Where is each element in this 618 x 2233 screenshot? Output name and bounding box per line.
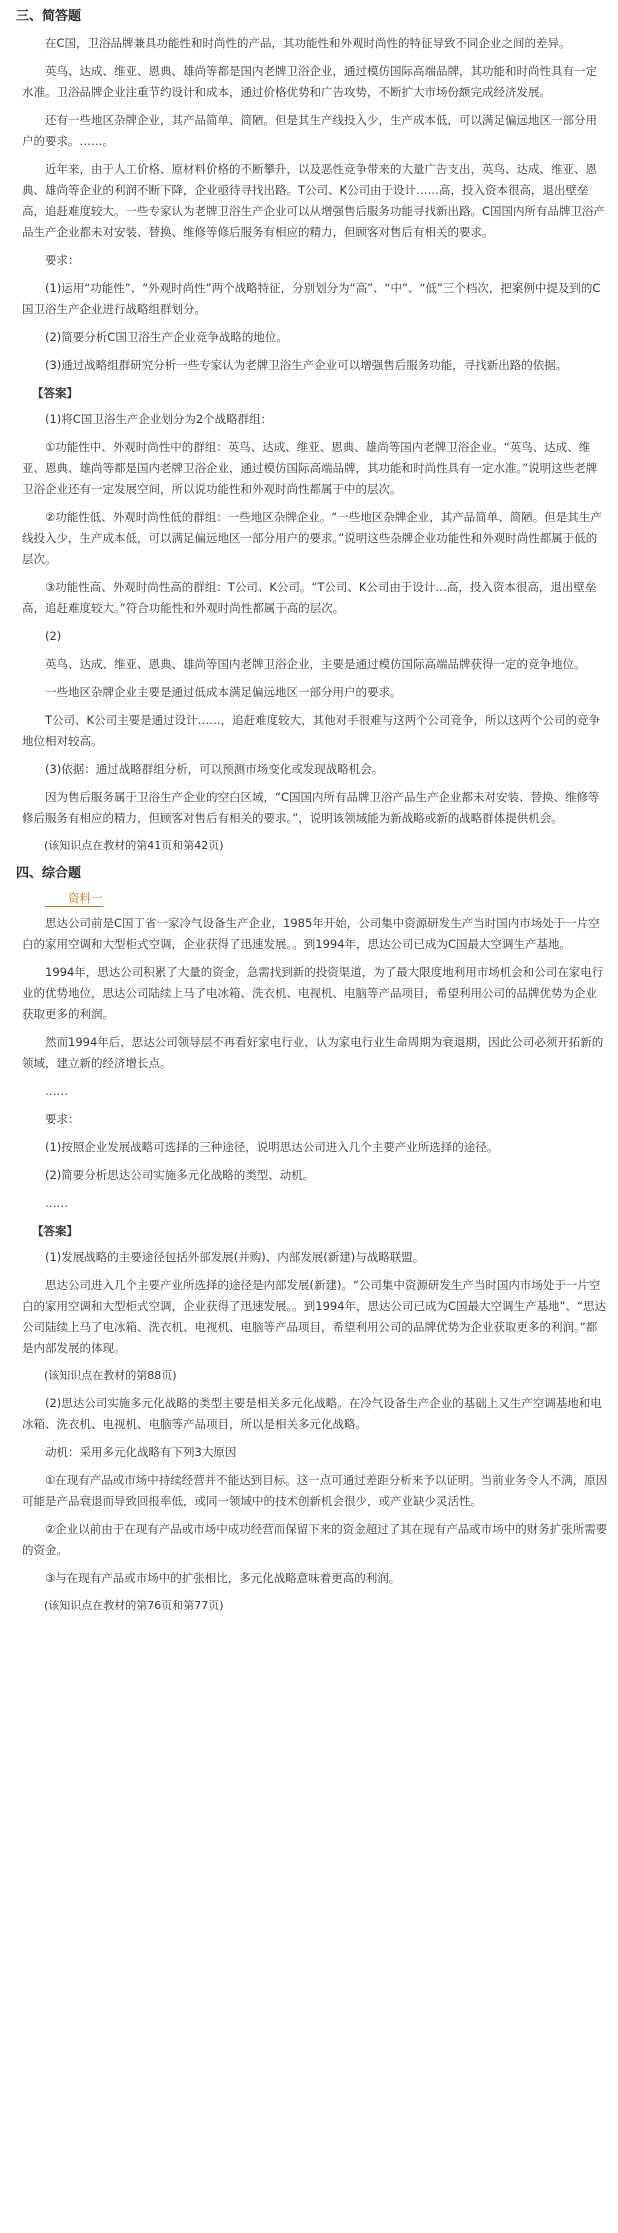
answer-paragraph: ③功能性高、外观时尚性高的群组：T公司、K公司。“T公司、K公司由于设计…高，投入资本很高，退出壁垒高，追赶难度较大。”符合功能性和外观时尚性都属于高的层次。: [22, 580, 597, 615]
answer-label: 【答案】: [32, 386, 78, 400]
requirement-item: (1)运用“功能性”、“外观时尚性”两个战略特征，分别划分为“高”、“中”、“低”三个档次，把案例中提及到的C国卫浴生产企业进行战略组群划分。: [22, 281, 601, 316]
paragraph: 近年来，由于人工价格、原材料价格的不断攀升，以及恶性竞争带来的大量广告支出，英鸟、达成、维亚、恩典、雄尚等企业的利润不断下降，企业亟待寻找出路。T公司、K公司由于设计……高，投入资本很高，退出壁垒高，追赶难度较大。一些专家认为老牌卫浴生产企业可以从增强售后服务功能寻找新出路。C国国内所有品牌卫浴产品生产企业都未对安装、替换、维修等修后服务有相应的精力，但顾客对售后有相关的要求。: [22, 162, 606, 239]
answer-paragraph: ③与在现有产品或市场中的扩张相比，多元化战略意味着更高的利润。: [45, 1571, 401, 1585]
textbook-note: (该知识点在教材的第41页和第42页): [44, 839, 224, 852]
answer-paragraph: 因为售后服务属于卫浴生产企业的空白区域，“C国国内所有品牌卫浴产品生产企业都未对安装、替换、维修等修后服务有相应的精力，但顾客对售后有相关的要求。”，说明该领域能为新战略或新的战略群体提供机会。: [22, 790, 600, 825]
textbook-note: (该知识点在教材的第88页): [44, 1369, 177, 1382]
requirement-item: (1)按照企业发展战略可选择的三种途径，说明思达公司进入几个主要产业所选择的途径。: [45, 1140, 499, 1154]
answer-paragraph: 英鸟、达成、维亚、恩典、雄尚等国内老牌卫浴企业，主要是通过模仿国际高端品牌获得一定的竞争地位。: [45, 657, 586, 671]
answer-paragraph: (2): [45, 629, 62, 643]
answer-paragraph: (2)思达公司实施多元化战略的类型主要是相关多元化战略。在冷气设备生产企业的基础上又生产空调基地和电冰箱、洗衣机、电视机、电脑等产品项目，所以是相关多元化战略。: [22, 1396, 602, 1431]
answer-paragraph: T公司、K公司主要是通过设计……，追赶难度较大，其他对手很难与这两个公司竞争，所以这两个公司的竞争地位相对较高。: [22, 713, 601, 748]
answer-paragraph: (3)依据：通过战略群组分析，可以预测市场变化或发现战略机会。: [45, 762, 384, 776]
requirements-label: 要求：: [45, 253, 80, 267]
answer-label: 【答案】: [32, 1224, 78, 1238]
section-title: 四、综合题: [16, 866, 82, 881]
ellipsis: ……: [45, 1196, 68, 1210]
answer-paragraph: (1)发展战略的主要途径包括外部发展(并购)、内部发展(新建)与战略联盟。: [45, 1250, 425, 1264]
requirements-label: 要求：: [45, 1112, 80, 1126]
answer-paragraph: (1)将C国卫浴生产企业划分为2个战略群组：: [45, 412, 273, 426]
paragraph: 1994年，思达公司积累了大量的资金，急需找到新的投资渠道，为了最大限度地利用市场机会和公司在家电行业的优势地位，思达公司陆续上马了电冰箱、洗衣机、电视机、电脑等产品项目，希望利用公司的品牌优势为企业获取更多的利润。: [22, 965, 604, 1021]
requirement-item: (3)通过战略组群研究分析一些专家认为老牌卫浴生产企业可以增强售后服务功能，寻找新出路的依据。: [45, 358, 568, 372]
material-label: 资料一: [45, 890, 103, 907]
requirement-item: (2)简要分析思达公司实施多元化战略的类型、动机。: [45, 1168, 315, 1182]
paragraph: 思达公司前是C国丁省一家冷气设备生产企业，1985年开始，公司集中资源研发生产当时国内市场处于一片空白的家用空调和大型柜式空调，企业获得了迅速发展。。到1994年，思达公司已成为C国最大空调生产基地。: [22, 916, 600, 951]
answer-paragraph: ②功能性低、外观时尚性低的群组：一些地区杂牌企业。“一些地区杂牌企业，其产品简单、简陋。但是其生产线投入少，生产成本低，可以满足偏远地区一部分用户的要求。”说明这些杂牌企业功能性和外观时尚性都属于低的层次。: [22, 510, 602, 566]
textbook-note: (该知识点在教材的第76页和第77页): [44, 1599, 224, 1612]
answer-paragraph: ①在现有产品或市场中持续经营并不能达到目标。这一点可通过差距分析来予以证明。当前业务令人不满，原因可能是产品衰退而导致回报率低，或同一领域中的技术创新机会很少，或产业缺少灵活性。: [22, 1473, 608, 1508]
answer-paragraph: ①功能性中、外观时尚性中的群组：英鸟、达成、维亚、恩典、雄尚等国内老牌卫浴企业。“英鸟、达成、维亚、恩典、雄尚等都是国内老牌卫浴企业，通过模仿国际高端品牌，其功能和时尚性具有一定水准。”说明这些老牌卫浴企业还有一定发展空间，所以说功能性和外观时尚性都属于中的层次。: [22, 440, 598, 496]
answer-paragraph: 一些地区杂牌企业主要是通过低成本满足偏远地区一部分用户的要求。: [45, 685, 402, 699]
paragraph: 英鸟、达成、维亚、恩典、雄尚等都是国内老牌卫浴企业，通过模仿国际高端品牌，其功能和时尚性具有一定水准。卫浴品牌企业注重节约设计和成本，通过价格优势和广告攻势，不断扩大市场份额完成经济发展。: [22, 64, 597, 99]
requirement-item: (2)简要分析C国卫浴生产企业竞争战略的地位。: [45, 330, 288, 344]
answer-paragraph: 思达公司进入几个主要产业所选择的途径是内部发展(新建)。“公司集中资源研发生产当时国内市场处于一片空白的家用空调和大型柜式空调，企业获得了迅速发展。。到1994年，思达公司已成为C国最大空调生产基地”、“思达公司陆续上马了电冰箱、洗衣机、电视机、电脑等产品项目，希望利用公司的品牌优势为企业获取更多的利润。”都是内部发展的体现。: [22, 1278, 606, 1355]
paragraph: 还有一些地区杂牌企业，其产品简单、简陋。但是其生产线投入少，生产成本低，可以满足偏远地区一部分用户的要求。……。: [22, 113, 597, 148]
answer-paragraph: 动机：采用多元化战略有下列3大原因: [45, 1445, 237, 1459]
section-title: 三、简答题: [16, 9, 82, 24]
paragraph: ……: [45, 1084, 68, 1098]
paragraph: 在C国，卫浴品牌兼具功能性和时尚性的产品，其功能性和外观时尚性的特征导致不同企业之间的差异。: [45, 36, 571, 50]
answer-paragraph: ②企业以前由于在现有产品或市场中成功经营而保留下来的资金超过了其在现有产品或市场中的财务扩张所需要的资金。: [22, 1522, 608, 1557]
paragraph: 然而1994年后，思达公司领导层不再看好家电行业，认为家电行业生命周期为衰退期，因此公司必须开拓新的领域，建立新的经济增长点。: [22, 1035, 604, 1070]
